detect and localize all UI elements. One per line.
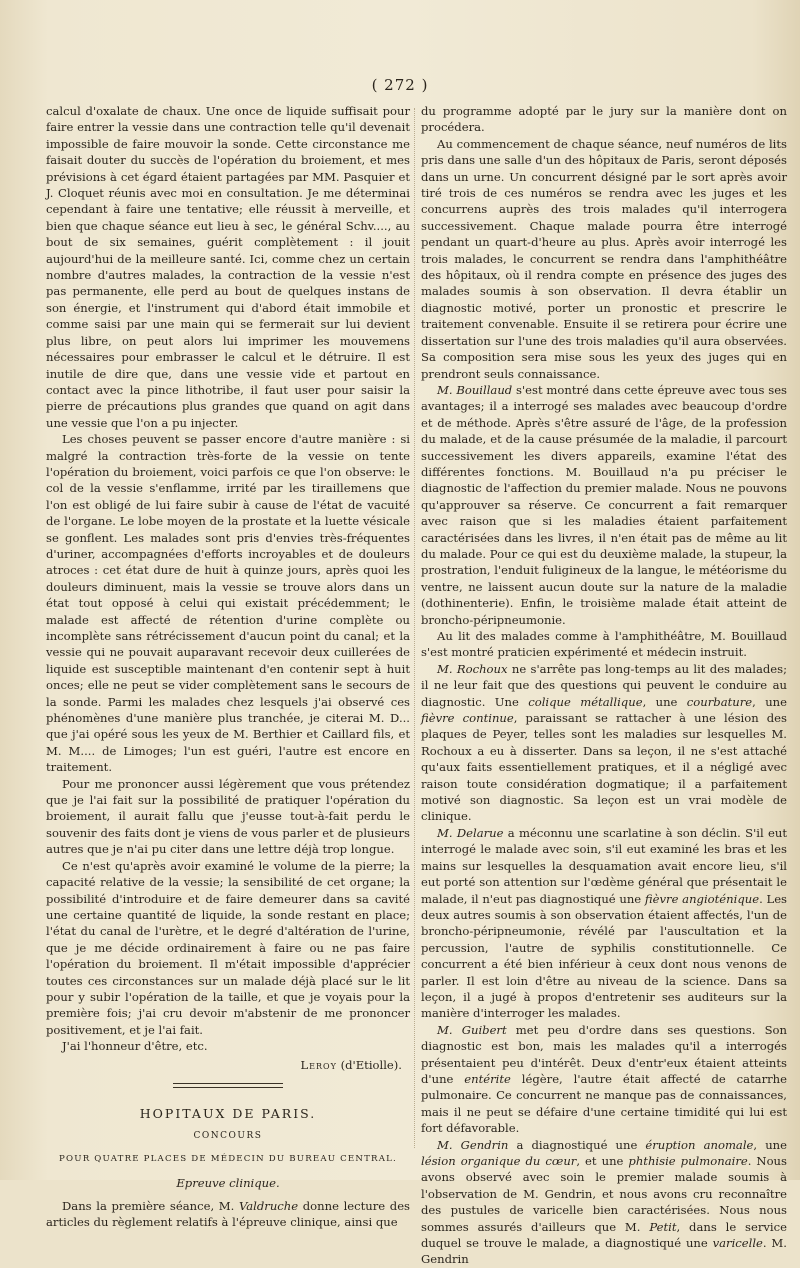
paragraph: du programme adopté par le jury sur la manière dont on procédera. [421, 104, 787, 135]
italic-term: lésion organique du cœur [421, 1154, 577, 1168]
closing-line: J'ai l'honneur d'être, etc. [62, 1039, 208, 1054]
italic-term: colique métallique [528, 694, 643, 709]
italic-term: éruption anomale [645, 1137, 754, 1152]
paragraph [46, 1198, 410, 1231]
section-subtitle-detail: POUR QUATRE PLACES DE MÉDECIN DU BUREAU CENTRAL. [59, 1153, 397, 1164]
text-run: met peu d'ordre dans ses questions. Son diagnostic est bon, mais les malades qu'il a interrogés présentaient peu d'intérêt. Deux d'entr'eux étaient atteints d'une [421, 1022, 787, 1086]
paragraph [421, 661, 787, 825]
text-run: ne s'arrête pas long-temps au lit des malades; il ne leur fait que des questions qui peuvent le conduire au diagnostic. Une [421, 661, 787, 709]
column-divider [414, 108, 416, 1148]
text-run: , une [753, 1137, 787, 1152]
italic-term: fièvre angioténique [644, 891, 760, 906]
text-run: , une [642, 694, 687, 709]
signature-place: (d'Etiolle). [340, 1057, 402, 1072]
signature [46, 1057, 410, 1073]
section-title: HOPITAUX DE PARIS. [139, 1105, 317, 1121]
name-italic: M. Rochoux [437, 661, 508, 676]
text-run: légère, l'autre était affecté de catarrhe pulmonaire. Ce concurrent ne manque pas de connaissances, mais il ne peut se défaire d'une certaine timidité qui lui est fort défavorable. [421, 1071, 787, 1136]
italic-term: courbature [686, 694, 753, 709]
section-heading-italic: Epreuve clinique. [176, 1176, 280, 1191]
paragraph [421, 1137, 787, 1268]
text-run: Dans la première séance, M. [62, 1198, 239, 1213]
text-run: donne lecture des articles du règlement relatifs à l'épreuve clinique, ainsi que [46, 1198, 411, 1229]
text-run: a méconnu une scarlatine à son déclin. S'il eut interrogé le malade avec soin, s'il eut examiné les bras et les mains sur lesquelles la desquamation avait encore lieu, s'il eut porté son attention sur l'œdème général que présentait le malade, il n'eut pas diagnostiqué une [421, 825, 787, 906]
paragraph [421, 825, 787, 1022]
italic-term: Petit [649, 1219, 677, 1234]
text-run: . Les deux autres soumis à son observation étaient affectés, l'un de broncho-péripneumonie, révélé par l'auscultation et la percussion, l'autre de syphilis constitutionnelle. Ce concurrent a été bien inférieur à ceux dont nous venons de parler. Il est loin d'être au niveau de la science. Dans sa leçon, il a jugé à propos d'entretenir ses auditeurs sur la manière d'interroger les malades. [421, 891, 788, 1021]
name-italic: M. Delarue [437, 825, 504, 840]
paragraph: Pour me prononcer aussi légèrement que vous prétendez que je l'ai fait sur la possibilité de pratiquer l'opération du broiement, il aurait fallu que j'eusse tout-à-fait perdu le souvenir des faits dont je viens de vous parler et de plusieurs autres que je n'ai pu citer dans une lettre déjà trop longue. [46, 776, 410, 857]
right-column [421, 103, 788, 1267]
italic-term: fièvre continue [421, 711, 514, 726]
text-run: , paraissant se rattacher à une lésion des plaques de Peyer, telles sont les maladies sur lesquelles M. Rochoux a eu à disserter. Dans sa leçon, il ne s'est attaché qu'aux faits essentiellement pratiques, et il a négligé avec raison toute considération dogmatique; il a parfaitement motivé son diagnostic. Sa leçon est un vrai modèle de clinique. [421, 711, 787, 824]
text-run: , dans le service duquel se trouve le malade, a diagnostiqué une [421, 1219, 787, 1251]
italic-term: phthisie pulmonaire [628, 1154, 748, 1168]
section-rule [173, 1083, 283, 1088]
paragraph: Au lit des malades comme à l'amphithéâtre, M. Bouillaud s'est montré praticien expérimenté et médecin instruit. [421, 629, 787, 660]
name-italic: Valdruche [238, 1198, 299, 1213]
italic-term: varicelle [712, 1236, 763, 1251]
page-number: ( 272 ) [371, 76, 429, 94]
text-run: , et une [576, 1154, 629, 1168]
text-run: . M. Gendrin [421, 1236, 787, 1267]
name-italic: M. Gendrin [437, 1137, 509, 1152]
section-subtitle: CONCOURS [193, 1131, 263, 1142]
name-italic: M. Guibert [437, 1022, 507, 1037]
paragraph: Ce n'est qu'après avoir examiné le volume de la pierre; la capacité relative de la vessie; la sensibilité de cet organe; la possibilité d'introduire et de faire demeurer dans sa cavité une certaine quantité de liquide, la sonde restant en place; l'état du canal de l'urètre, et le degré d'altération de l'urine, que je me décide ordinairement à faire ou ne pas faire l'opération du broiement. Il m'était impossible d'apprécier toutes ces circonstances sur un malade déjà placé sur le lit pour y subir l'opération de la taille, et que je voyais pour la première fois; j'ai cru devoir m'abstenir de me prononcer positivement, et je l'ai fait. [46, 858, 410, 1037]
left-column [46, 103, 411, 1229]
paragraph: Au commencement de chaque séance, neuf numéros de lits pris dans une salle d'un des hôpitaux de Paris, seront déposés dans un urne. Un concurrent désigné par le sort après avoir tiré trois de ces numéros se rendra avec les juges et les concurrens auprès des trois malades qu'il interrogera successivement. Chaque malade pourra être interrogé pendant un quart-d'heure au plus. Après avoir interrogé les trois malades, le concurrent se rendra dans l'amphithéâtre des hôpitaux, où il rendra compte en présence des juges des malades soumis à son observation. Il devra établir un diagnostic motivé, porter un pronostic et prescrire le traitement convenable. Ensuite il se retirera pour écrire une dissertation sur l'une des trois maladies qu'il aura observées. Sa composition sera mise sous les yeux des juges qui en prendront seuls connaissance. [421, 136, 787, 381]
paragraph [421, 1022, 787, 1137]
text-run: , une [752, 694, 788, 709]
text-run: a diagnostiqué une [508, 1137, 646, 1152]
signature-name: Leroy [300, 1057, 337, 1072]
paragraph: Les choses peuvent se passer encore d'autre manière : si malgré la contraction très-forte de la vessie on tente l'opération du broiement, voici parfois ce que l'on observe: le col de la vessie s'enflamme, irrité par les tiraillemens que l'on est obligé de lui faire subir à cause de l'état de vacuité de l'organe. Le lobe moyen de la prostate et la luette vésicale se gonflent. Les malades sont pris d'envies très-fréquentes d'uriner, accompagnées d'efforts incroyables et de douleurs atroces : cet état dure de huit à quinze jours, après quoi les douleurs diminuent, mais la vessie se trouve alors dans un état tout opposé à celui qui existait précédemment; le malade est affecté de rétention d'urine complète ou incomplète sans rétrécissement d'aucun point du canal; et la vessie qui ne pouvait auparavant recevoir deux cuillerées de liquide est susceptible maintenant d'en contenir sept à huit onces; elle ne peut se vider complètement sans le secours de la sonde. Parmi les malades chez lesquels j'ai observé ces phénomènes d'une manière plus tranchée, je citerai M. D... que j'ai opéré sous les yeux de M. Berthier et Caillard fils, et M. M.... de Limoges; l'un est guéri, l'autre est encore en traitement. [46, 432, 410, 775]
italic-term: entérite [464, 1071, 511, 1086]
text-run: s'est montré dans cette épreuve avec tous ses avantages; il a interrogé ses malades avec beaucoup d'ordre et de méthode. Après s'être assuré de l'âge, de la profession du malade, et de la cause présumée de la maladie, il parcourt successivement les divers appareils, examine l'état des différentes fonctions. M. Bouillaud n'a pu préciser le diagnostic de l'affection du premier malade. Nous ne pouvons qu'approuver sa réserve. Ce concurrent a fait remarquer avec raison que si les maladies étaient parfaitement caractérisées dans les livres, il n'en était pas de même au lit du malade. Pour ce qui est du deuxième malade, la stupeur, la prostration, l'enduit fuligineux de la langue, le météorisme du ventre, ne laissent aucun doute sur la nature de la maladie (dothinenterie). Enfin, le troisième malade était atteint de broncho-péripneumonie. [421, 382, 788, 627]
paragraph [421, 382, 787, 628]
text-run: . Nous avons observé avec soin le premier malade soumis à l'observation de M. Gendrin, et nous avons cru reconnaître des pustules de varicelle bien caractérisées. Nous nous sommes assurés d'ailleurs que M. [421, 1154, 787, 1234]
paragraph: calcul d'oxalate de chaux. Une once de liquide suffisait pour faire entrer la vessie dans une contraction telle qu'il devenait impossible de faire mouvoir la sonde. Cette circonstance me faisait douter du succès de l'opération du broiement, et mes prévisions à cet égard étaient partagées par MM. Pasquier et J. Cloquet réunis avec moi en consultation. Je me déterminai cependant à faire une tentative; elle réussit à merveille, et bien que chaque séance eut lieu à sec, le général Schv...., au bout de six semaines, guérit complètement : il jouit aujourd'hui de la meilleure santé. Ici, comme chez un certain nombre d'autres malades, la contraction de la vessie n'est pas permanente, elle perd au bout de quelques instans de son énergie, et l'instrument qui d'abord était immobile et comme saisi par une main qui se fermerait sur lui devient plus libre, on peut alors lui imprimer les mouvemens nécessaires pour embrasser le calcul et le détruire. Il est inutile de dire que, dans une vessie vide et partout en contact avec la pince lithotribe, il faut user pour saisir la pierre de précautions plus grandes que quand on agit dans une vessie que l'on a pu injecter. [46, 104, 410, 430]
name-italic: M. Bouillaud [437, 382, 513, 397]
